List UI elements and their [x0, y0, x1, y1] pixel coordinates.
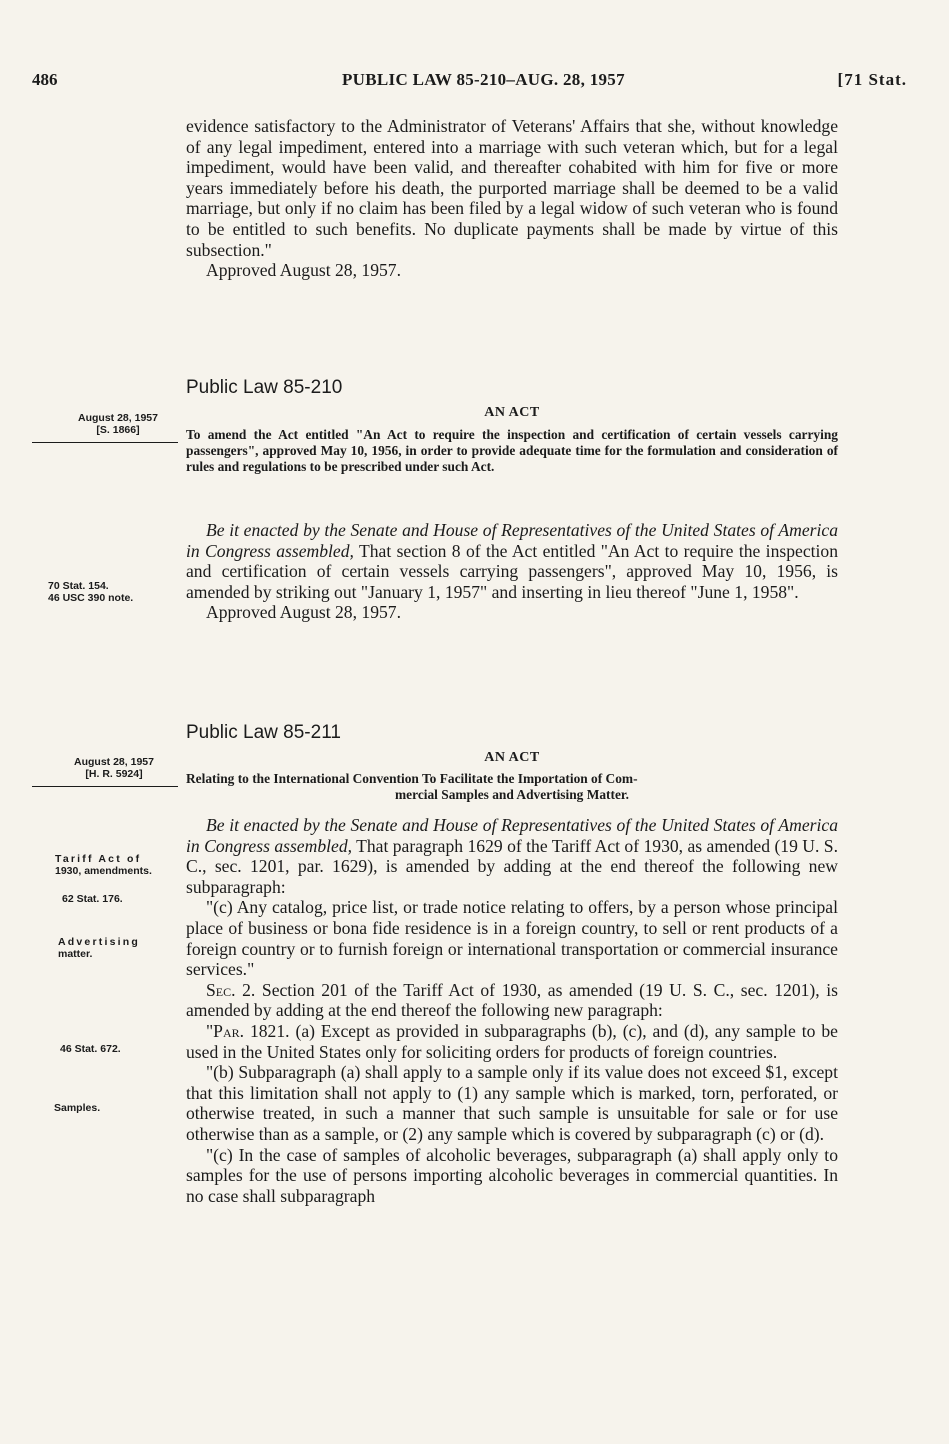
margin-rule	[32, 786, 178, 787]
an-act-heading: AN ACT	[484, 405, 540, 420]
paragraph-1821-c: "(c) In the case of samples of alcoholic beverages, subparagraph (a) shall apply only to samples for the use of persons importing alcoholic beverages in commercial quantities. In no case shall subparagraph	[186, 1144, 838, 1206]
enacting-italic: Be it enacted by the Senate and House of Representatives of the United States of America in Congress assembled,	[186, 520, 838, 561]
margin-46-stat: 46 Stat. 672.	[60, 1043, 121, 1055]
section-2	[186, 980, 838, 1021]
margin-note: 46 USC 390 note.	[48, 592, 134, 604]
margin-note: 70 Stat. 154.	[48, 580, 109, 592]
margin-tariff-act	[55, 853, 152, 877]
margin-notes-85-210	[48, 580, 133, 604]
margin-note: matter.	[58, 948, 93, 960]
subparagraph-c-catalog: "(c) Any catalog, price list, or trade notice relating to offers, by a person whose principal place of business or bona fide residence is in a foreign country, to sell or rent products of a foreign country or to furnish foreign or international transportation or commercial insurance services."	[186, 897, 838, 980]
enacting-clause	[186, 520, 838, 602]
law-title-85-211: Public Law 85-211	[186, 722, 341, 743]
margin-samples: Samples.	[54, 1102, 101, 1114]
margin-62-stat: 62 Stat. 176.	[62, 893, 123, 905]
statute-citation: [71 Stat.	[837, 70, 907, 89]
margin-rule	[32, 442, 178, 443]
approved-date: Approved August 28, 1957.	[206, 260, 401, 281]
continuation-text: evidence satisfactory to the Administrator of Veterans' Affairs that she, without knowledge of any legal impediment, entered into a marriage with such veteran which, but for a legal impediment, would have been valid, and thereafter cohabited with him for five or more years immediately before his death, the purported marriage shall be deemed to be a valid marriage, but only if no claim has been filed by a legal widow of such veteran who is found to be entitled to such benefits. No duplicate payments shall be made by virtue of this subsection."	[186, 116, 838, 260]
margin-bill-number: [H. R. 5924]	[85, 768, 143, 780]
section-2-text: Section 201 of the Tariff Act of 1930, as amended (19 U. S. C., sec. 1201), is amended by adding at the end thereof the following new paragraph:	[186, 979, 838, 1021]
enacting-italic: Be it enacted by the Senate and House of Representatives of the United States of America in Congress assembled,	[186, 815, 838, 856]
margin-date-85-210	[58, 412, 178, 436]
margin-advertising	[58, 936, 140, 960]
enacting-85-210	[186, 520, 838, 623]
section-label: Sec. 2.	[206, 979, 256, 1000]
margin-date-85-211	[50, 756, 178, 780]
purpose-85-210	[186, 427, 838, 475]
purpose-line-2: mercial Samples and Advertising Matter.	[395, 787, 629, 802]
enacting-text: That section 8 of the Act entitled "An Act to require the inspection and certification of certain vessels carrying passengers", approved May 10, 1956, is amended by striking out "January 1, 1957" and inserting in lieu thereof "June 1, 1958".	[186, 540, 838, 602]
paragraph-1821-a	[186, 1021, 838, 1062]
continuation-section	[186, 116, 838, 281]
margin-note: Advertising	[58, 936, 140, 948]
enacting-text: That paragraph 1629 of the Tariff Act of 1930, as amended (19 U. S. C., sec. 1201, par. 1629), is amended by adding at the end thereof the following new subparagraph:	[186, 835, 838, 897]
margin-date: August 28, 1957	[78, 412, 158, 424]
margin-bill-number: [S. 1866]	[96, 424, 140, 436]
purpose-line-1: Relating to the International Convention To Facilitate the Importation of Com-	[186, 771, 638, 786]
paragraph-a-text: (a) Except as provided in subparagraphs (b), (c), and (d), any sample to be used in the United States only for soliciting orders for products of foreign countries.	[186, 1020, 838, 1062]
margin-note: Tariff Act of	[55, 853, 142, 865]
paragraph-1821-b: "(b) Subparagraph (a) shall apply to a sample only if its value does not exceed $1, except that this limitation shall not apply to (1) any sample which is marked, torn, perforated, or otherwise treated, in such a manner that such sample is unsuitable for sale or for use otherwise than as a sample, or (2) any sample which is covered by subparagraph (c) or (d).	[186, 1062, 838, 1144]
margin-note: 1930, amendments.	[55, 865, 152, 877]
running-header	[32, 70, 907, 96]
running-title: PUBLIC LAW 85-210–AUG. 28, 1957	[342, 70, 625, 89]
enacting-clause	[186, 815, 838, 897]
margin-date: August 28, 1957	[74, 756, 154, 768]
law-title-85-210: Public Law 85-210	[186, 377, 343, 398]
purpose-85-211	[186, 771, 838, 803]
purpose-text: To amend the Act entitled "An Act to require the inspection and certification of certain vessels carrying passengers", approved May 10, 1956, in order to provide adequate time for the formulation and consideration of rules and regulations to be prescribed under such Act.	[186, 427, 838, 474]
an-act-heading: AN ACT	[484, 750, 540, 765]
enacting-85-211	[186, 815, 838, 1206]
paragraph-label: "Par. 1821.	[206, 1020, 290, 1041]
page-number: 486	[32, 70, 58, 89]
approved-date: Approved August 28, 1957.	[206, 602, 401, 623]
